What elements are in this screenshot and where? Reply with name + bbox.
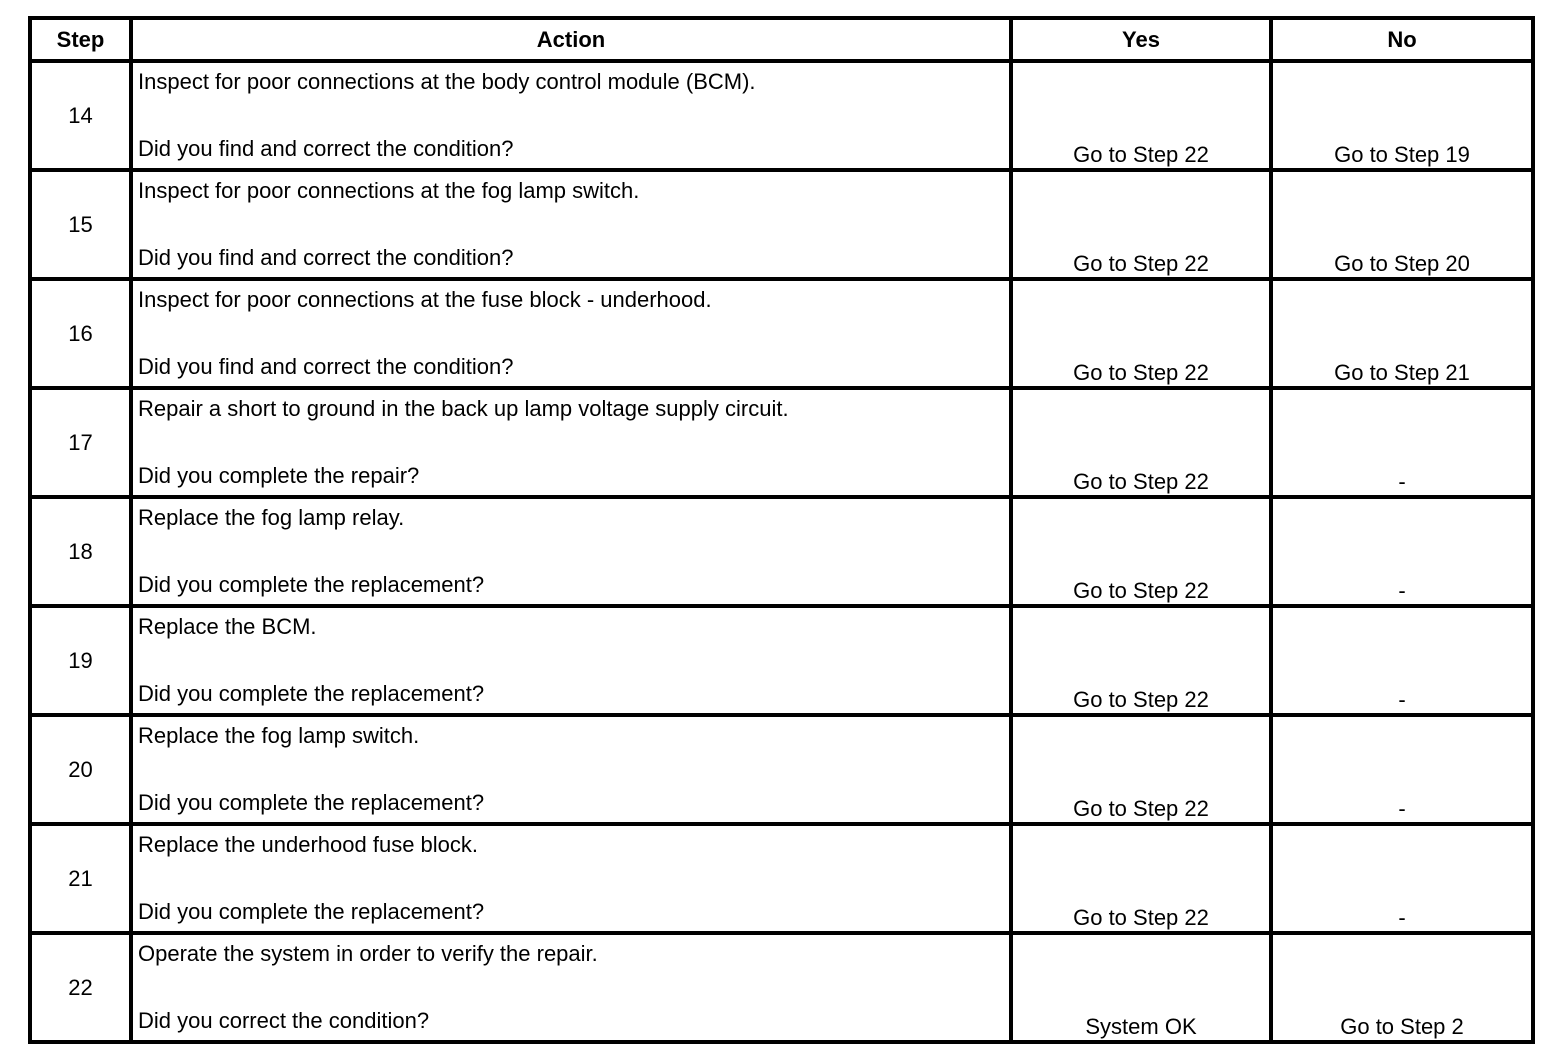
no-result: Go to Step 20 bbox=[1271, 170, 1533, 279]
header-yes: Yes bbox=[1011, 18, 1271, 61]
table-row bbox=[30, 606, 1533, 715]
table-row bbox=[30, 61, 1533, 170]
action-cell bbox=[131, 497, 1011, 606]
yes-result: Go to Step 22 bbox=[1011, 388, 1271, 497]
yes-result: Go to Step 22 bbox=[1011, 606, 1271, 715]
action-cell bbox=[131, 388, 1011, 497]
table-row bbox=[30, 497, 1533, 606]
no-result: Go to Step 19 bbox=[1271, 61, 1533, 170]
action-text: Inspect for poor connections at the fuse block - underhood. bbox=[138, 287, 712, 312]
header-action: Action bbox=[131, 18, 1011, 61]
yes-result: Go to Step 22 bbox=[1011, 279, 1271, 388]
yes-result: Go to Step 22 bbox=[1011, 715, 1271, 824]
action-cell bbox=[131, 170, 1011, 279]
step-number: 20 bbox=[30, 715, 131, 824]
action-cell bbox=[131, 279, 1011, 388]
step-number: 14 bbox=[30, 61, 131, 170]
action-text: Inspect for poor connections at the fog lamp switch. bbox=[138, 178, 640, 203]
action-cell bbox=[131, 61, 1011, 170]
no-result: Go to Step 21 bbox=[1271, 279, 1533, 388]
no-result: - bbox=[1271, 606, 1533, 715]
action-cell bbox=[131, 606, 1011, 715]
step-number: 16 bbox=[30, 279, 131, 388]
header-row bbox=[30, 18, 1533, 61]
table-row bbox=[30, 715, 1533, 824]
no-result: - bbox=[1271, 824, 1533, 933]
step-number: 18 bbox=[30, 497, 131, 606]
no-result: - bbox=[1271, 388, 1533, 497]
action-text: Inspect for poor connections at the body control module (BCM). bbox=[138, 69, 756, 94]
action-question: Did you find and correct the condition? bbox=[138, 245, 514, 270]
action-text: Replace the fog lamp relay. bbox=[138, 505, 405, 530]
table-row bbox=[30, 824, 1533, 933]
action-cell bbox=[131, 933, 1011, 1042]
table-row bbox=[30, 388, 1533, 497]
action-text: Repair a short to ground in the back up lamp voltage supply circuit. bbox=[138, 396, 789, 421]
action-cell bbox=[131, 715, 1011, 824]
action-question: Did you complete the replacement? bbox=[138, 681, 485, 706]
action-text: Operate the system in order to verify the repair. bbox=[138, 941, 598, 966]
action-text: Replace the BCM. bbox=[138, 614, 317, 639]
table-row bbox=[30, 933, 1533, 1042]
yes-result: Go to Step 22 bbox=[1011, 170, 1271, 279]
header-step: Step bbox=[30, 18, 131, 61]
diagnostic-table bbox=[28, 16, 1535, 1044]
yes-result: System OK bbox=[1011, 933, 1271, 1042]
action-question: Did you complete the replacement? bbox=[138, 899, 485, 924]
no-result: - bbox=[1271, 715, 1533, 824]
action-text: Replace the fog lamp switch. bbox=[138, 723, 420, 748]
action-cell bbox=[131, 824, 1011, 933]
yes-result: Go to Step 22 bbox=[1011, 61, 1271, 170]
step-number: 19 bbox=[30, 606, 131, 715]
action-question: Did you find and correct the condition? bbox=[138, 354, 514, 379]
action-question: Did you complete the repair? bbox=[138, 463, 420, 488]
yes-result: Go to Step 22 bbox=[1011, 497, 1271, 606]
no-result: Go to Step 2 bbox=[1271, 933, 1533, 1042]
header-no: No bbox=[1271, 18, 1533, 61]
action-text: Replace the underhood fuse block. bbox=[138, 832, 479, 857]
step-number: 15 bbox=[30, 170, 131, 279]
action-question: Did you complete the replacement? bbox=[138, 572, 485, 597]
table-row bbox=[30, 279, 1533, 388]
yes-result: Go to Step 22 bbox=[1011, 824, 1271, 933]
action-question: Did you complete the replacement? bbox=[138, 790, 485, 815]
step-number: 22 bbox=[30, 933, 131, 1042]
action-question: Did you find and correct the condition? bbox=[138, 136, 514, 161]
step-number: 21 bbox=[30, 824, 131, 933]
table-row bbox=[30, 170, 1533, 279]
step-number: 17 bbox=[30, 388, 131, 497]
no-result: - bbox=[1271, 497, 1533, 606]
action-question: Did you correct the condition? bbox=[138, 1008, 430, 1033]
